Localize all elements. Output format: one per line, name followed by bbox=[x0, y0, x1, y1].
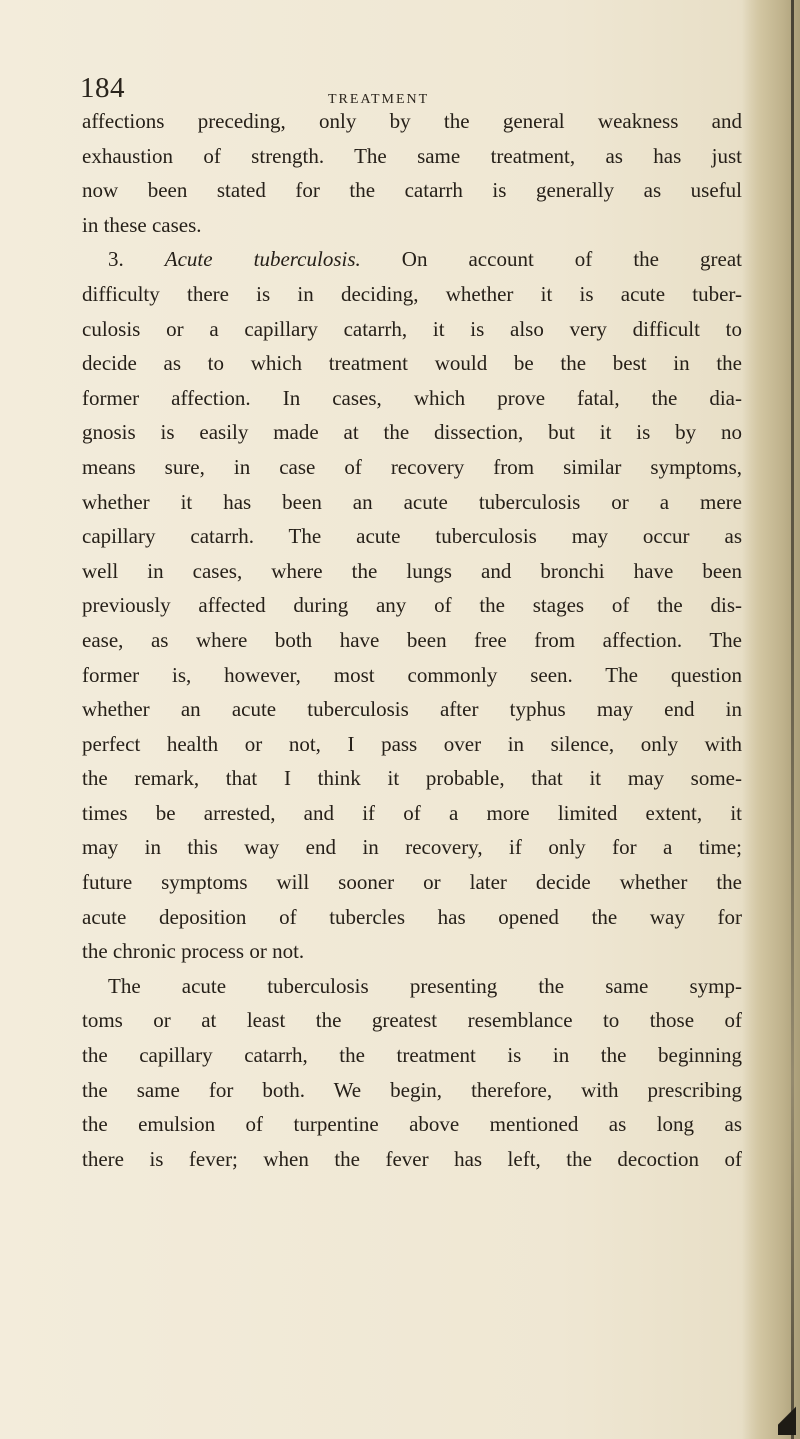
page-header bbox=[80, 68, 760, 108]
section-number: 3. bbox=[108, 247, 124, 272]
text-line: whether it has been an acute tuberculosis or a mere bbox=[82, 489, 742, 514]
text-line: the emulsion of turpentine above mentioned as long as bbox=[82, 1112, 742, 1137]
text-line: the chronic process or not. bbox=[82, 939, 305, 964]
text-line: the same for both. We begin, therefore, with prescribing bbox=[82, 1077, 742, 1102]
text-line: gnosis is easily made at the dissection, but it is by no bbox=[82, 420, 742, 445]
running-title: TREATMENT bbox=[328, 92, 430, 107]
text-line: in these cases. bbox=[82, 212, 202, 237]
section-heading-line bbox=[82, 242, 742, 277]
text-line: capillary catarrh. The acute tuberculosis may occur as bbox=[82, 524, 742, 549]
page-number: 184 bbox=[80, 72, 125, 104]
text-line: the remark, that I think it probable, that it may some- bbox=[82, 766, 742, 791]
text-line: now been stated for the catarrh is generally as useful bbox=[82, 178, 742, 203]
text-line: there is fever; when the fever has left, the decoction of bbox=[82, 1146, 742, 1171]
text-line: future symptoms will sooner or later decide whether the bbox=[82, 870, 742, 895]
text-line: previously affected during any of the stages of the dis- bbox=[82, 593, 742, 618]
text-line: decide as to which treatment would be the best in the bbox=[82, 351, 742, 376]
binding-edge bbox=[791, 0, 794, 1439]
corner-mark bbox=[778, 1395, 796, 1435]
text-line: affections preceding, only by the general weakness and bbox=[82, 109, 742, 133]
text-line: well in cases, where the lungs and bronchi have been bbox=[82, 558, 742, 583]
text-line: may in this way end in recovery, if only for a time; bbox=[82, 835, 742, 860]
text-line: whether an acute tuberculosis after typhus may end in bbox=[82, 697, 742, 722]
text-line: former affection. In cases, which prove fatal, the dia- bbox=[82, 385, 742, 410]
section-title: Acute tuberculosis. bbox=[164, 247, 361, 272]
text-line: the capillary catarrh, the treatment is in the beginning bbox=[82, 1043, 742, 1068]
text-line: means sure, in case of recovery from similar symptoms, bbox=[82, 454, 742, 479]
text-line: The acute tuberculosis presenting the same symp- bbox=[108, 973, 742, 998]
text-line: culosis or a capillary catarrh, it is also very difficult to bbox=[82, 316, 742, 341]
text-line: exhaustion of strength. The same treatment, as has just bbox=[82, 143, 742, 168]
section-heading-rest: On account of the great bbox=[401, 247, 742, 272]
text-line: difficulty there is in deciding, whether it is acute tuber- bbox=[82, 281, 742, 306]
text-line: ease, as where both have been free from affection. The bbox=[82, 627, 742, 652]
text-line: toms or at least the greatest resemblance to those of bbox=[82, 1008, 742, 1033]
text-line: acute deposition of tubercles has opened the way for bbox=[82, 904, 742, 929]
body-text bbox=[82, 104, 742, 1176]
text-line: former is, however, most commonly seen. The question bbox=[82, 662, 742, 687]
text-line: times be arrested, and if of a more limited extent, it bbox=[82, 800, 742, 825]
text-line: perfect health or not, I pass over in silence, only with bbox=[82, 731, 742, 756]
